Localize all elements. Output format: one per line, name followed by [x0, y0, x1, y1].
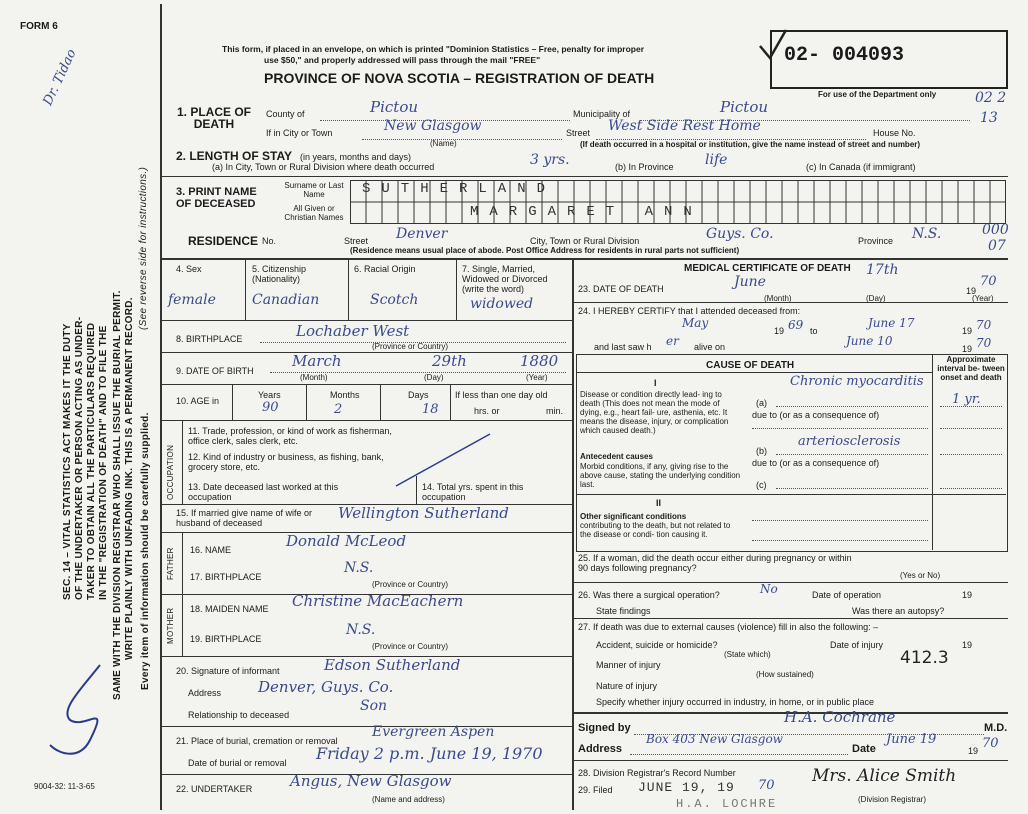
- name-note: (Name): [430, 139, 457, 148]
- citizenship-label: 5. Citizenship (Nationality): [252, 264, 307, 284]
- racial-value: Scotch: [370, 292, 419, 308]
- informant-address-value: Denver, Guys. Co.: [258, 678, 394, 696]
- occ-11: 11. Trade, profession, or kind of work as fisherman, office clerk, sales clerk, etc.: [188, 426, 392, 446]
- mother-label: MOTHER: [166, 607, 175, 644]
- informant-value: Edson Sutherland: [324, 656, 461, 674]
- death-month-note: (Month): [764, 294, 792, 303]
- place-of-death-label: 1. PLACE OF DEATH: [176, 105, 251, 131]
- hrs-label: hrs. or: [474, 406, 500, 416]
- months-value: 2: [334, 402, 343, 417]
- dept-code-2: 13: [980, 110, 998, 126]
- md-label: M.D.: [984, 722, 1008, 734]
- city-value: New Glasgow: [384, 118, 482, 134]
- reverse-note: (See reverse side for instructions.): [138, 166, 149, 330]
- length-of-stay-sub: (in years, months and days): [300, 152, 412, 162]
- stay-city-label: (a) In City, Town or Rural Division where death occurred: [212, 162, 435, 172]
- county-value: Pictou: [370, 98, 419, 116]
- margin-line-2: OF THE UNDERTAKER OR PERSON ACTING AS UNDER-: [74, 316, 85, 600]
- street-label: Street: [566, 128, 591, 138]
- death-year-prefix: 19: [966, 286, 977, 296]
- q28: 28. Division Registrar's Record Number: [578, 768, 736, 778]
- death-date-day: 17th: [866, 262, 899, 278]
- nature-label: Nature of injury: [596, 681, 658, 691]
- other-label: Other significant conditions: [580, 512, 687, 521]
- attended-to-date: June 17: [868, 316, 915, 330]
- antecedent-label: Antecedent causes: [580, 452, 653, 461]
- death-year-note: (Year): [972, 294, 994, 303]
- death-date-label: 23. DATE OF DEATH: [578, 284, 664, 294]
- informant-address-label: Address: [188, 688, 222, 698]
- interval-label: Approximate interval be- tween onset and death: [937, 355, 1005, 382]
- months-label: Months: [330, 390, 360, 400]
- attended-from-year: 69: [788, 318, 804, 332]
- residence-city-value: Guys. Co.: [706, 226, 774, 242]
- antecedent-text: Morbid conditions, if any, giving rise to the above cause, stating the underlying condition last.: [580, 462, 741, 489]
- father-bp-value: N.S.: [344, 560, 374, 576]
- autopsy-label: Was there an autopsy?: [852, 606, 945, 616]
- residence-street-value: Denver: [396, 226, 448, 242]
- dept-code-1: 02 2: [975, 90, 1007, 106]
- stay-city-value: 3 yrs.: [530, 152, 570, 168]
- informant-label: 20. Signature of informant: [176, 666, 280, 676]
- dob-year-note: (Year): [526, 373, 548, 382]
- margin-signature: [40, 660, 120, 770]
- burial-value: Evergreen Aspen: [372, 724, 495, 740]
- burial-label: 21. Place of burial, cremation or removal: [176, 736, 338, 746]
- margin-line-1: SEC. 14 – VITAL STATISTICS ACT MAKES IT THE DUTY: [62, 323, 73, 600]
- certify-label: 24. I HEREBY CERTIFY that I attended deceased from:: [578, 306, 801, 316]
- registration-number: 02- 004093: [784, 44, 905, 67]
- registrar-label: (Division Registrar): [858, 795, 927, 804]
- mother-bp-note: (Province or Country): [372, 642, 449, 651]
- dept-code-4: 07: [988, 238, 1006, 254]
- municipality-label: Municipality of: [573, 109, 631, 119]
- medical-title: MEDICAL CERTIFICATE OF DEATH: [684, 263, 851, 274]
- filed-value: JUNE 19, 19: [638, 780, 735, 795]
- house-label: House No.: [873, 128, 916, 138]
- dob-label: 9. DATE OF BIRTH: [176, 366, 254, 376]
- mother-name-value: Christine MacEachern: [292, 592, 464, 610]
- other-text: contributing to the death, but not related to the disease or condi- tion causing it.: [580, 521, 731, 539]
- occ-14: 14. Total yrs. spent in this occupation: [422, 482, 524, 502]
- cause-c-label: (c): [756, 480, 767, 490]
- mother-bp-label: 19. BIRTHPLACE: [190, 634, 262, 644]
- residence-note: (Residence means usual place of abode. Post Office Address for residents in rural parts not sufficient): [350, 246, 740, 255]
- filed-year: 70: [758, 778, 775, 793]
- sex-value: female: [168, 292, 216, 308]
- due-to-2: due to (or as a consequence of): [752, 458, 880, 468]
- citizenship-value: Canadian: [252, 292, 320, 308]
- dob-day: 29th: [432, 352, 467, 370]
- margin-line-5: SAME WITH THE DIVISION REGISTRAR WHO SHALL ISSUE THE BURIAL PERMIT.: [112, 290, 123, 700]
- signed-value: H.A. Cochrane: [784, 708, 896, 726]
- min-label: min.: [546, 406, 564, 416]
- father-bp-label: 17. BIRTHPLACE: [190, 572, 262, 582]
- years-label: Years: [258, 390, 281, 400]
- yes-no-note: (Yes or No): [900, 571, 941, 580]
- cause-b-label: (b): [756, 446, 767, 456]
- operation-year-prefix: 19: [962, 590, 973, 600]
- last-saw-label: and last saw h: [594, 342, 652, 352]
- residence-street-label: Street: [344, 236, 369, 246]
- stay-canada-label: (c) In Canada (if immigrant): [806, 162, 916, 172]
- signed-label: Signed by: [578, 722, 631, 734]
- occupation-strike: [390, 430, 500, 490]
- sex-label: 4. Sex: [176, 264, 202, 274]
- death-day-note: (Day): [866, 294, 886, 303]
- attended-from-month: May: [682, 316, 709, 330]
- spouse-label: 15. If married give name of wife or husband of deceased: [176, 508, 313, 528]
- given-value: MARGARET ANN: [470, 204, 703, 220]
- age-label: 10. AGE in: [176, 396, 220, 406]
- municipality-value: Pictou: [720, 98, 769, 116]
- attended-from-prefix: 19: [774, 326, 785, 336]
- envelope-note-1: This form, if placed in an envelope, on which is printed "Dominion Statistics – Free, penalty for improper: [222, 44, 645, 54]
- undertaker-label: 22. UNDERTAKER: [176, 784, 253, 794]
- dob-year: 1880: [520, 352, 559, 370]
- cause-b-value: arteriosclerosis: [798, 434, 901, 449]
- death-year: 70: [980, 274, 997, 289]
- occ-12: 12. Kind of industry or business, as fishing, bank, grocery store, etc.: [188, 452, 384, 472]
- undertaker-value: Angus, New Glasgow: [290, 772, 452, 790]
- occupation-label: OCCUPATION: [166, 444, 175, 500]
- form-code: 9004-32: 11-3-65: [34, 782, 95, 791]
- residence-label: RESIDENCE: [188, 234, 259, 248]
- cause-a-interval: 1 yr.: [952, 392, 981, 407]
- manner-label: Manner of injury: [596, 660, 661, 670]
- mother-bp-value: N.S.: [346, 622, 376, 638]
- stay-province-value: life: [705, 152, 728, 168]
- due-to-1: due to (or as a consequence of): [752, 410, 880, 420]
- q29: 29. Filed: [578, 785, 613, 795]
- signed-year: 70: [982, 736, 999, 751]
- registrar-stamp: H.A. LOCHRE: [676, 797, 778, 811]
- dob-day-note: (Day): [424, 373, 444, 382]
- print-name-label: 3. PRINT NAME OF DECEASED: [176, 186, 257, 210]
- q25: 25. If a woman, did the death occur either during pregnancy or within 90 days following pregnancy?: [578, 553, 852, 573]
- alive-year-prefix: 19: [962, 344, 973, 354]
- hospital-note: (If death occurred in a hospital or institution, give the name instead of street and number): [580, 140, 921, 149]
- date-of-injury: Date of injury: [830, 640, 884, 650]
- attended-to-label: to: [810, 326, 818, 336]
- birthplace-note: (Province or Country): [372, 342, 449, 351]
- every-item-note: Every item of information should be carefully supplied.: [140, 412, 151, 690]
- check-mark: [756, 28, 790, 62]
- attended-to-prefix: 19: [962, 326, 973, 336]
- form-number: FORM 6: [20, 21, 58, 32]
- burial-date-value: Friday 2 p.m. June 19, 1970: [316, 744, 543, 763]
- days-label: Days: [408, 390, 429, 400]
- cause-a-value: Chronic myocarditis: [790, 374, 924, 389]
- father-name-value: Donald McLeod: [286, 532, 407, 550]
- marital-value: widowed: [470, 296, 534, 312]
- occ-13: 13. Date deceased last worked at this occupation: [188, 482, 339, 502]
- specify-label: Specify whether injury occurred in industry, in home, or in public place: [596, 697, 874, 707]
- mother-name-label: 18. MAIDEN NAME: [190, 604, 269, 614]
- cause-a-label: (a): [756, 398, 767, 408]
- father-bp-note: (Province or Country): [372, 580, 449, 589]
- department-note: For use of the Department only: [818, 90, 937, 99]
- alive-year: 70: [976, 336, 992, 350]
- spouse-value: Wellington Sutherland: [338, 504, 509, 522]
- margin-line-6: WRITE PLAINLY WITH UNFADING INK. THIS IS A PERMANENT RECORD.: [124, 297, 135, 660]
- stay-province-label: (b) In Province: [615, 162, 674, 172]
- registrar-signature: Mrs. Alice Smith: [812, 766, 957, 786]
- state-which: (State which): [724, 650, 771, 659]
- disease-label: Disease or condition directly lead- ing to death (This does not mean the mode of dying, e.g., heart fail- ure, asthenia, etc. It means the disease, injury, or complication which caused death.): [580, 390, 729, 435]
- envelope-note-2: use $50," and properly addressed will pass through the mail "FREE": [264, 55, 541, 65]
- margin-line-4: IN THE "REGISTRATION OF DEATH" AND TO FILE THE: [98, 325, 109, 600]
- county-label: County of: [266, 109, 305, 119]
- how-sustained: (How sustained): [756, 670, 814, 679]
- surname-value: SUTHERLAND: [362, 181, 557, 197]
- state-findings: State findings: [596, 606, 651, 616]
- roman-1: I: [654, 378, 657, 388]
- margin-line-3: TAKER TO OBTAIN ALL THE PARTICULARS REQUIRED: [86, 322, 97, 600]
- cause-title: CAUSE OF DEATH: [706, 360, 795, 371]
- manner-code: 412.3: [900, 648, 949, 668]
- dept-code-3: 000: [982, 222, 1009, 238]
- last-saw-value: er: [666, 334, 679, 348]
- dob-month: March: [292, 352, 342, 370]
- roman-2: II: [656, 498, 662, 508]
- burial-date-label: Date of burial or removal: [188, 758, 287, 768]
- initials-note: Dr. Tidao: [40, 47, 80, 108]
- q27: 27. If death was due to external causes (violence) fill in also the following: –: [578, 622, 879, 632]
- injury-year-prefix: 19: [962, 640, 973, 650]
- days-value: 18: [422, 402, 439, 417]
- date-of-operation: Date of operation: [812, 590, 882, 600]
- father-name-label: 16. NAME: [190, 545, 232, 555]
- residence-city-label: City, Town or Rural Division: [530, 236, 640, 246]
- racial-label: 6. Racial Origin: [354, 264, 416, 274]
- residence-province-label: Province: [858, 236, 894, 246]
- length-of-stay-label: 2. LENGTH OF STAY: [176, 149, 293, 163]
- form-title: PROVINCE OF NOVA SCOTIA – REGISTRATION OF DEATH: [264, 70, 655, 86]
- attended-to-year: 70: [976, 318, 992, 332]
- q26: 26. Was there a surgical operation?: [578, 590, 720, 600]
- signed-date-value: June 19: [886, 732, 937, 747]
- birthplace-value: Lochaber West: [296, 322, 410, 340]
- signed-date-label: Date: [852, 743, 876, 755]
- dob-month-note: (Month): [300, 373, 328, 382]
- relationship-label: Relationship to deceased: [188, 710, 290, 720]
- alive-on: alive on: [694, 342, 726, 352]
- registration-box: [770, 30, 1008, 89]
- birthplace-label: 8. BIRTHPLACE: [176, 334, 243, 344]
- death-date-month: June: [734, 274, 766, 290]
- street-value: West Side Rest Home: [608, 118, 761, 134]
- undertaker-note: (Name and address): [372, 795, 445, 804]
- surname-label: Surname or Last Name: [284, 181, 344, 199]
- relationship-value: Son: [360, 698, 388, 714]
- city-label: If in City or Town: [266, 128, 333, 138]
- given-label: All Given or Christian Names: [284, 204, 344, 222]
- years-value: 90: [262, 400, 279, 415]
- residence-province-value: N.S.: [912, 226, 942, 242]
- accident-label: Accident, suicide or homicide?: [596, 640, 718, 650]
- signed-year-prefix: 19: [968, 746, 979, 756]
- signer-address-label: Address: [578, 743, 623, 755]
- q26-value: No: [760, 582, 778, 596]
- less-than-day: If less than one day old: [455, 390, 548, 400]
- marital-label: 7. Single, Married, Widowed or Divorced (write the word): [462, 264, 548, 294]
- alive-date: June 10: [846, 334, 893, 348]
- signer-address-value: Box 403 New Glasgow: [646, 732, 783, 746]
- father-label: FATHER: [166, 547, 175, 580]
- residence-no-label: No.: [262, 236, 277, 246]
